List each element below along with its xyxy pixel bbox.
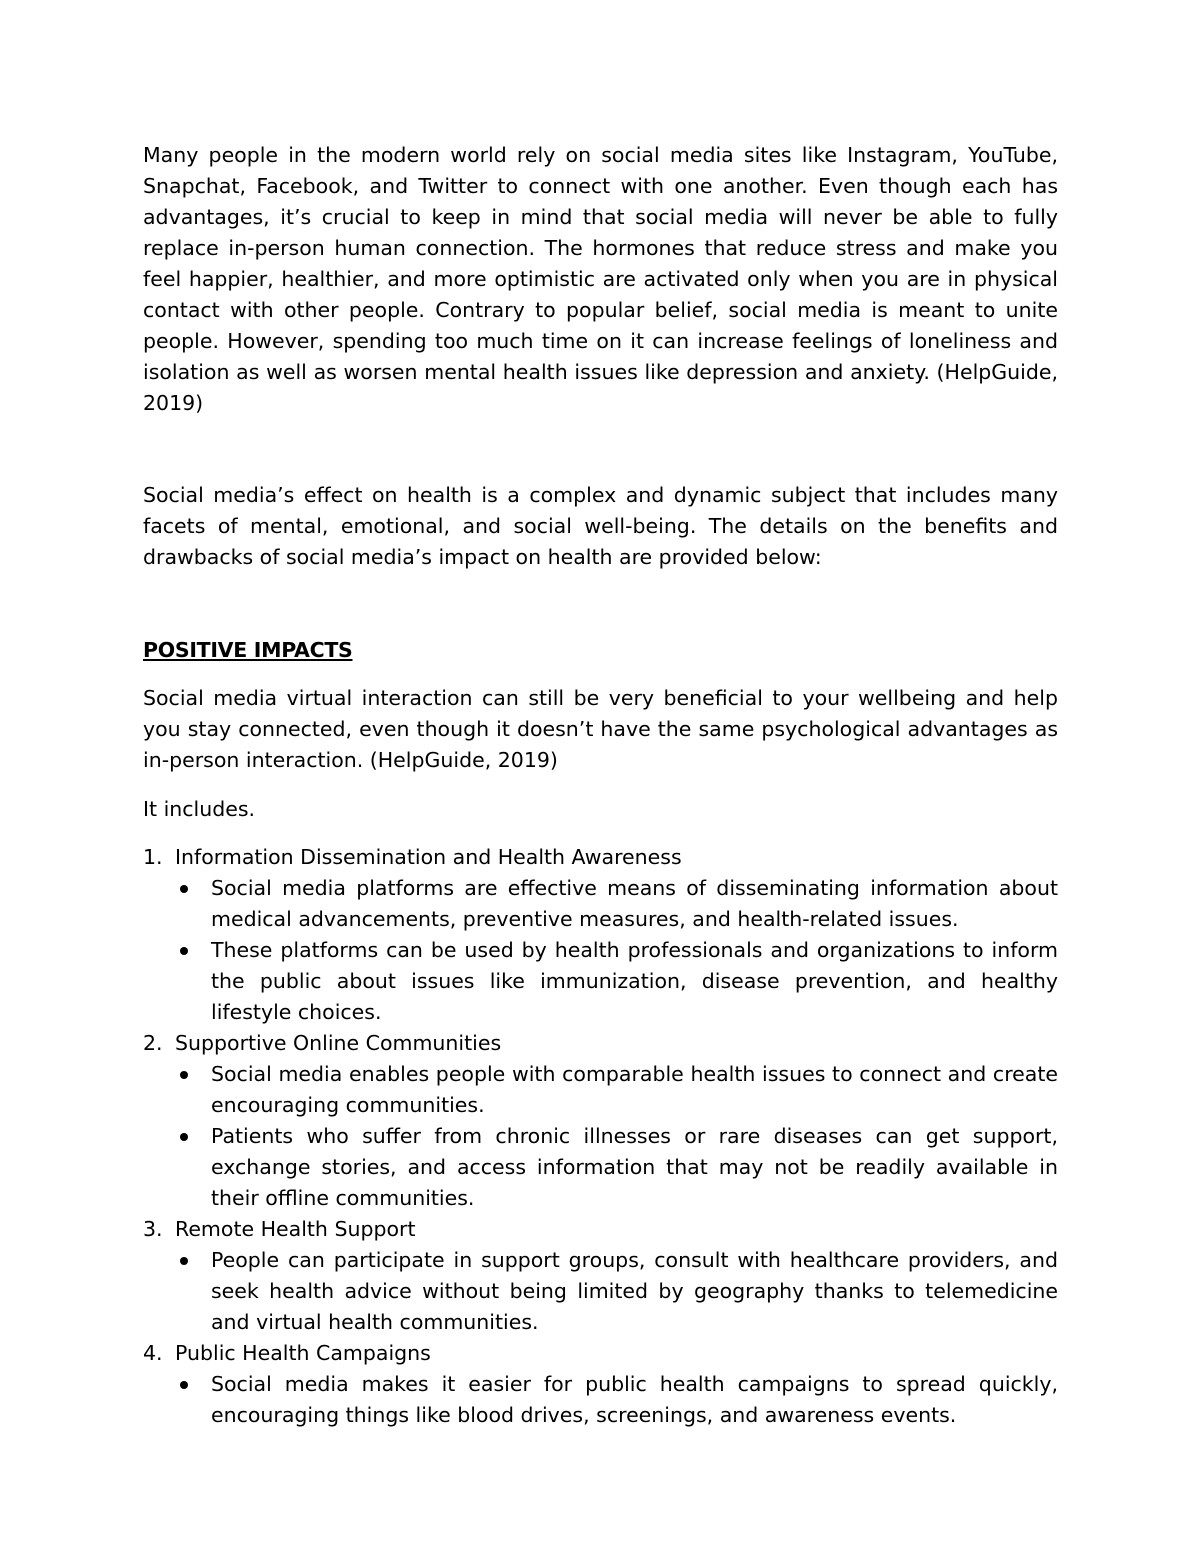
- bullet-item: Patients who suffer from chronic illnesses or rare diseases can get support, exchange stories, and access information that may not be readily available in their offline communities.: [175, 1121, 1058, 1214]
- bullet-item: These platforms can be used by health professionals and organizations to inform the public about issues like immunization, disease prevention, and healthy lifestyle choices.: [175, 935, 1058, 1028]
- bullet-icon: [180, 1133, 188, 1141]
- bullet-item: Social media makes it easier for public health campaigns to spread quickly, encouraging things like blood drives, screenings, and awareness events.: [175, 1369, 1058, 1431]
- list-number: 3.: [143, 1217, 163, 1241]
- list-item-remote-health-support: [143, 1214, 1058, 1338]
- bullet-list: [175, 1369, 1058, 1431]
- bullet-icon: [180, 885, 188, 893]
- list-item-title: Public Health Campaigns: [175, 1341, 431, 1365]
- list-item-public-health-campaigns: [143, 1338, 1058, 1431]
- list-item-supportive-communities: [143, 1028, 1058, 1214]
- bullet-list: [175, 1245, 1058, 1338]
- document-page: [143, 140, 1058, 1431]
- list-item-title: Information Dissemination and Health Awareness: [175, 845, 682, 869]
- section-heading-positive-impacts: POSITIVE IMPACTS: [143, 638, 353, 662]
- bullet-icon: [180, 1257, 188, 1265]
- bullet-icon: [180, 947, 188, 955]
- positive-intro-paragraph: Social media virtual interaction can still be very beneficial to your wellbeing and help you stay connected, even though it doesn’t have the same psychological advantages as in-person interaction. (HelpGuide, 2019): [143, 686, 1058, 772]
- bullet-icon: [180, 1071, 188, 1079]
- positive-impacts-list: [143, 842, 1058, 1431]
- intro-paragraph-1: Many people in the modern world rely on social media sites like Instagram, YouTube, Snapchat, Facebook, and Twitter to connect with one another. Even though each has advantages, it’s crucial to keep in mind that social media will never be able to fully replace in-person human connection. The hormones that reduce stress and make you feel happier, healthier, and more optimistic are activated only when you are in physical contact with other people. Contrary to popular belief, social media is meant to unite people. However, spending too much time on it can increase feelings of loneliness and isolation as well as worsen mental health issues like depression and anxiety. (HelpGuide, 2019): [143, 143, 1058, 415]
- list-item-title: Supportive Online Communities: [175, 1031, 502, 1055]
- list-number: 1.: [143, 845, 163, 869]
- list-number: 2.: [143, 1031, 163, 1055]
- bullet-list: [175, 873, 1058, 1028]
- list-item-information-dissemination: [143, 842, 1058, 1028]
- bullet-icon: [180, 1381, 188, 1389]
- list-item-title: Remote Health Support: [175, 1217, 416, 1241]
- bullet-list: [175, 1059, 1058, 1214]
- bullet-item: Social media platforms are effective means of disseminating information about medical advancements, preventive measures, and health-related issues.: [175, 873, 1058, 935]
- bullet-item: Social media enables people with comparable health issues to connect and create encouraging communities.: [175, 1059, 1058, 1121]
- includes-label: It includes.: [143, 797, 256, 821]
- bullet-item: People can participate in support groups, consult with healthcare providers, and seek health advice without being limited by geography thanks to telemedicine and virtual health communities.: [175, 1245, 1058, 1338]
- list-number: 4.: [143, 1341, 163, 1365]
- intro-paragraph-2: Social media’s effect on health is a complex and dynamic subject that includes many facets of mental, emotional, and social well-being. The details on the benefits and drawbacks of social media’s impact on health are provided below:: [143, 483, 1058, 569]
